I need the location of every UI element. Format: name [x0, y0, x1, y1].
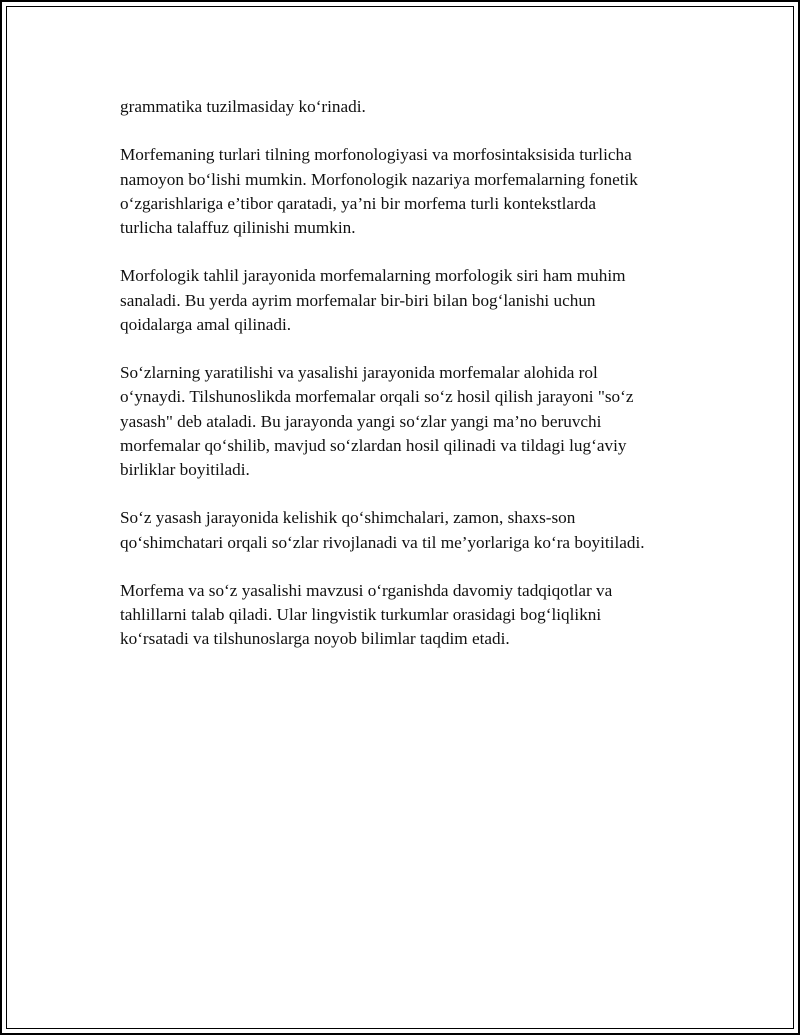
- paragraph-6: [120, 579, 700, 652]
- text-line: sanaladi. Bu yerda ayrim morfemalar bir-biri bilan bog‘lanishi uchun: [120, 290, 596, 310]
- text-line: Morfemaning turlari tilning morfonologiyasi va morfosintaksisida turlicha: [120, 145, 632, 165]
- text-line: ko‘rsatadi va tilshunoslarga noyob bilimlar taqdim etadi.: [120, 629, 510, 649]
- text-line: birliklar boyitiladi.: [120, 460, 250, 479]
- text-line: So‘z yasash jarayonida kelishik qo‘shimchalari, zamon, shaxs-son: [120, 508, 576, 528]
- text-line: morfemalar qo‘shilib, mavjud so‘zlardan hosil qilinadi va tildagi lug‘aviy: [120, 435, 627, 455]
- paragraph-1: [120, 95, 700, 119]
- paragraph-4: [120, 361, 700, 482]
- text-line: tahlillarni talab qiladi. Ular lingvistik turkumlar orasidagi bog‘liqlikni: [120, 605, 602, 625]
- text-line: namoyon bo‘lishi mumkin. Morfonologik nazariya morfemalarning fonetik: [120, 169, 638, 189]
- document-body: [120, 95, 700, 676]
- text-line: qo‘shimchatari orqali so‘zlar rivojlanadi va til me’yorlariga ko‘ra boyitiladi.: [120, 532, 645, 552]
- text-line: o‘zgarishlariga e’tibor qaratadi, ya’ni bir morfema turli kontekstlarda: [120, 193, 596, 213]
- text-line: turlicha talaffuz qilinishi mumkin.: [120, 218, 356, 237]
- text-line: grammatika tuzilmasiday ko‘rinadi.: [120, 97, 366, 116]
- text-line: Morfema va so‘z yasalishi mavzusi o‘rganishda davomiy tadqiqotlar va: [120, 580, 613, 600]
- text-line: yasash" deb ataladi. Bu jarayonda yangi so‘zlar yangi ma’no beruvchi: [120, 411, 602, 431]
- text-line: o‘ynaydi. Tilshunoslikda morfemalar orqali so‘z hosil qilish jarayoni "so‘z: [120, 387, 634, 407]
- paragraph-5: [120, 506, 700, 554]
- paragraph-3: [120, 264, 700, 337]
- text-line: Morfologik tahlil jarayonida morfemalarning morfologik siri ham muhim: [120, 266, 626, 286]
- text-line: So‘zlarning yaratilishi va yasalishi jarayonida morfemalar alohida rol: [120, 363, 598, 383]
- text-line: qoidalarga amal qilinadi.: [120, 314, 292, 334]
- paragraph-2: [120, 143, 700, 240]
